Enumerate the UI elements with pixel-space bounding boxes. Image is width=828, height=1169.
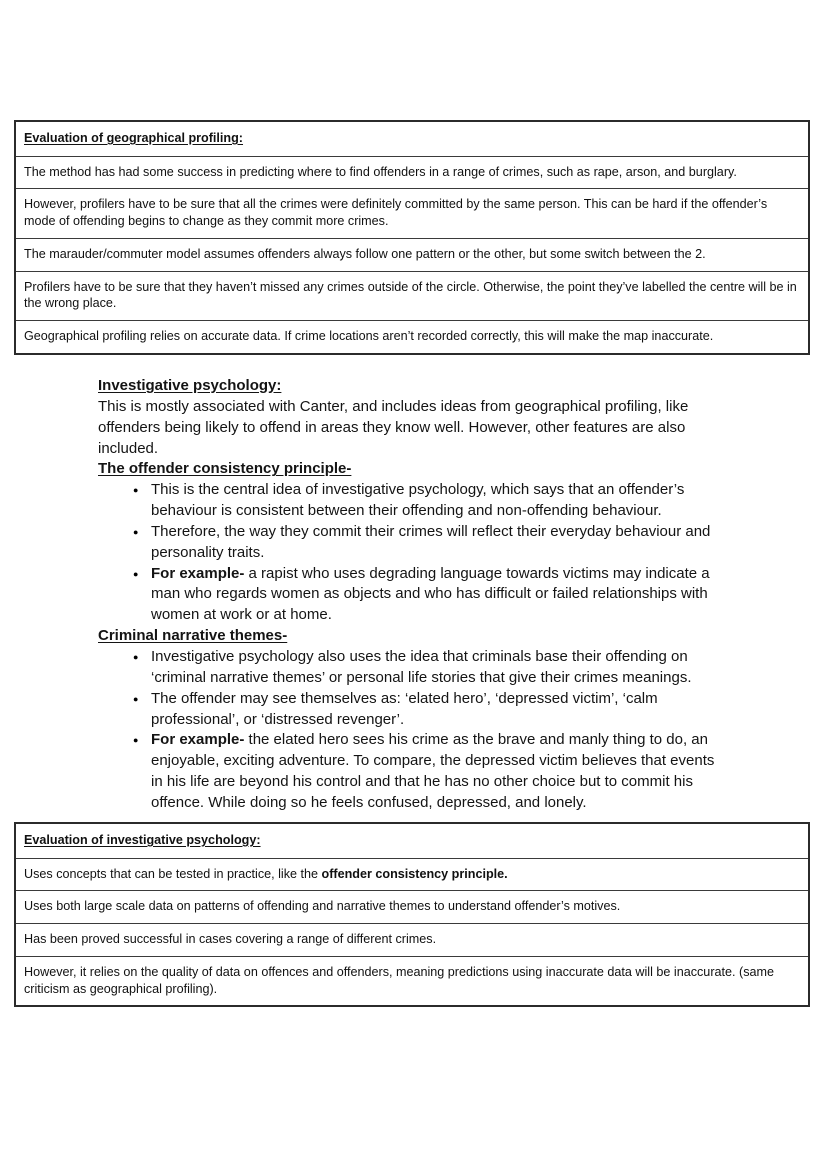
list-item <box>134 564 730 627</box>
criminal-narrative-themes-bullet-list <box>98 647 730 814</box>
table-cell-text: Profilers have to be sure that they haven’t missed any crimes outside of the circle. Otherwise, the point they’ve labelled the centre will be in the wrong place. <box>24 279 797 311</box>
table-row <box>16 957 808 1005</box>
list-item <box>134 480 730 522</box>
table-cell-text: The marauder/commuter model assumes offenders always follow one pattern or the other, but some switch between the 2. <box>24 246 706 261</box>
bullet-text-pre: The offender may see themselves as: ‘elated hero’, ‘depressed victim’, ‘calm professional’, or ‘distressed revenger’. <box>151 689 658 728</box>
intro-paragraph: This is mostly associated with Canter, and includes ideas from geographical profiling, like offenders being likely to offend in areas they know well. However, other features are also included. <box>98 397 689 457</box>
table-header-row <box>16 122 808 157</box>
list-item <box>134 647 730 689</box>
offender-consistency-bullet-list <box>98 480 730 626</box>
table-cell-text-pre: Uses both large scale data on patterns of offending and narrative themes to understand offender’s motives. <box>24 899 621 914</box>
table-header-label: Evaluation of investigative psychology: <box>24 833 261 847</box>
table-header-row <box>16 824 808 859</box>
table-row <box>16 157 808 190</box>
table-cell-text-pre: Uses concepts that can be tested in practice, like the <box>24 866 322 881</box>
table-cell-text-pre: Has been proved successful in cases covering a range of different crimes. <box>24 932 437 947</box>
bullet-text-pre: Investigative psychology also uses the idea that criminals base their offending on ‘criminal narrative themes’ or personal life stories that give their crimes meanings. <box>151 647 692 686</box>
subheading-offender-consistency-principle: The offender consistency principle- <box>98 460 352 478</box>
bullet-text-post: a rapist who uses degrading language towards victims may indicate a man who regards women as objects and who has difficult or failed relationships with women at work or at home. <box>151 564 710 624</box>
table-row <box>16 891 808 924</box>
table-cell-text-bold: offender consistency principle. <box>321 866 508 881</box>
bullet-text-post: the elated hero sees his crime as the brave and manly thing to do, an enjoyable, exciting adventure. To compare, the depressed victim believes that events in his life are beyond his control and that he has no other choice but to commit his offence. While doing so he feels confused, depressed, and lonely. <box>151 731 715 811</box>
list-item <box>134 522 730 564</box>
table-row <box>16 189 808 238</box>
table-row <box>16 321 808 353</box>
table-cell-text: Geographical profiling relies on accurate data. If crime locations aren’t recorded correctly, this will make the map inaccurate. <box>24 329 714 344</box>
bullet-text-bold: For example- <box>151 731 245 749</box>
table-row <box>16 239 808 272</box>
table-cell-text: However, profilers have to be sure that all the crimes were definitely committed by the same person. This can be hard if the offender’s mode of offending begins to change as they commit more crimes. <box>24 197 768 229</box>
investigative-psychology-section <box>98 376 730 814</box>
list-item <box>134 730 730 813</box>
table-cell-text-pre: However, it relies on the quality of data on offences and offenders, meaning predictions using inaccurate data will be inaccurate. (same criticism as geographical profiling). <box>24 964 775 996</box>
table-row <box>16 924 808 957</box>
evaluation-geographical-profiling-table <box>14 120 810 355</box>
bullet-text-pre: This is the central idea of investigative psychology, which says that an offender’s behaviour is consistent between their offending and non-offending behaviour. <box>151 481 685 520</box>
bullet-text-bold: For example- <box>151 564 245 582</box>
subheading-criminal-narrative-themes: Criminal narrative themes- <box>98 627 288 645</box>
table-header-label: Evaluation of geographical profiling: <box>24 131 244 145</box>
evaluation-investigative-psychology-table <box>14 822 810 1007</box>
table-cell-text: The method has had some success in predicting where to find offenders in a range of crimes, such as rape, arson, and burglary. <box>24 164 737 179</box>
table-row <box>16 859 808 892</box>
bullet-text-pre: Therefore, the way they commit their crimes will reflect their everyday behaviour and personality traits. <box>151 522 711 561</box>
section-heading-investigative-psychology: Investigative psychology: <box>98 377 282 394</box>
table-row <box>16 272 808 321</box>
list-item <box>134 689 730 731</box>
